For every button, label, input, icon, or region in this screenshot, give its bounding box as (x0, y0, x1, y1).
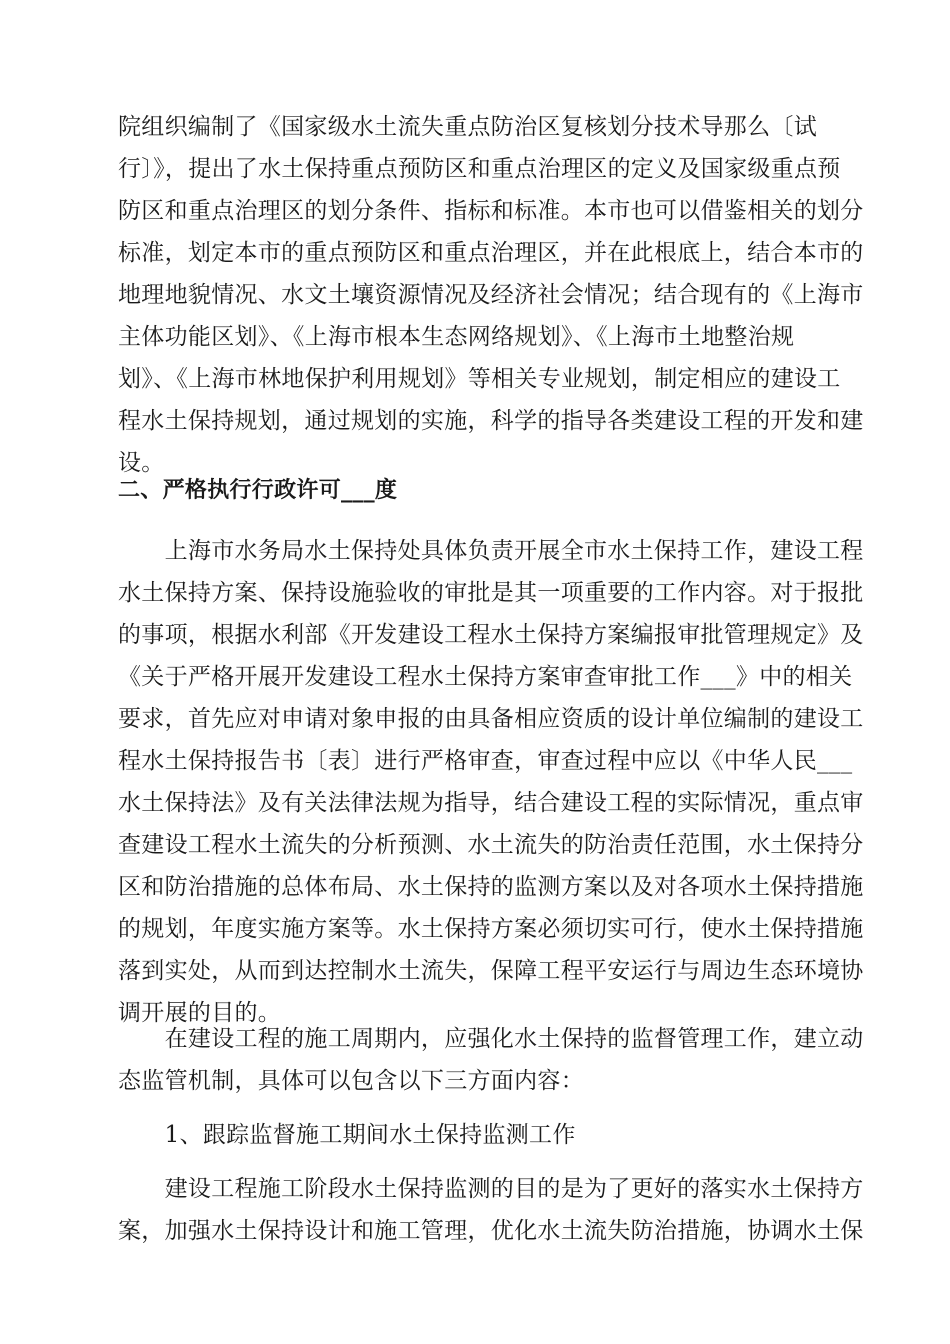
text-line: 要求，首先应对申请对象申报的由具备相应资质的设计单位编制的建设工 (118, 706, 864, 732)
paragraph-3 (118, 1018, 864, 1102)
text-line: 落到实处，从而到达控制水土流失，保障工程平安运行与周边生态环境协 (118, 958, 864, 984)
text-line: 调开展的目的。 (118, 1000, 282, 1026)
text-line: 区和防治措施的总体布局、水土保持的监测方案以及对各项水土保持措施 (118, 874, 864, 900)
text-line: 查建设工程水土流失的分析预测、水土流失的防治责任范围，水土保持分 (118, 832, 864, 858)
paragraph-2 (118, 530, 864, 1034)
text-line: 院组织编制了《国家级水土流失重点防治区复核划分技术导那么〔试 (118, 114, 817, 140)
text-line: 程水土保持规划，通过规划的实施，科学的指导各类建设工程的开发和建 (118, 408, 864, 434)
list-item-1: 1、跟踪监督施工期间水土保持监测工作 (118, 1122, 576, 1148)
text-line: 《关于严格开展开发建设工程水土保持方案审查审批工作___》中的相关 (118, 664, 853, 690)
text-line: 标准，划定本市的重点预防区和重点治理区，并在此根底上，结合本市的 (118, 240, 864, 266)
paragraph-4 (118, 1168, 864, 1252)
section-heading: 二、严格执行行政许可___度 (118, 478, 398, 503)
text-line: 上海市水务局水土保持处具体负责开展全市水土保持工作，建设工程 (118, 538, 864, 564)
text-line: 行〕》，提出了水土保持重点预防区和重点治理区的定义及国家级重点预 (118, 156, 841, 182)
text-line: 划》、《上海市林地保护利用规划》等相关专业规划，制定相应的建设工 (118, 366, 841, 392)
text-line: 的规划，年度实施方案等。水土保持方案必须切实可行，使水土保持措施 (118, 916, 864, 942)
text-line: 防区和重点治理区的划分条件、指标和标准。本市也可以借鉴相关的划分 (118, 198, 864, 224)
paragraph-1 (118, 106, 864, 484)
text-line: 程水土保持报告书〔表〕进行严格审查，审查过程中应以《中华人民___ (118, 748, 853, 774)
text-line: 主体功能区划》、《上海市根本生态网络规划》、《上海市土地整治规 (118, 324, 795, 350)
text-line: 建设工程施工阶段水土保持监测的目的是为了更好的落实水土保持方 (118, 1176, 864, 1202)
text-line: 态监管机制，具体可以包含以下三方面内容： (118, 1068, 584, 1094)
text-line: 地理地貌情况、水文土壤资源情况及经济社会情况；结合现有的《上海市 (118, 282, 864, 308)
text-line: 水土保持方案、保持设施验收的审批是其一项重要的工作内容。对于报批 (118, 580, 864, 606)
text-line: 案，加强水土保持设计和施工管理，优化水土流失防治措施，协调水土保 (118, 1218, 864, 1244)
text-line: 在建设工程的施工周期内，应强化水土保持的监督管理工作，建立动 (118, 1026, 864, 1052)
text-line: 的事项，根据水利部《开发建设工程水土保持方案编报审批管理规定》及 (118, 622, 864, 648)
text-line: 水土保持法》及有关法律法规为指导，结合建设工程的实际情况，重点审 (118, 790, 864, 816)
text-line: 设。 (118, 450, 165, 476)
